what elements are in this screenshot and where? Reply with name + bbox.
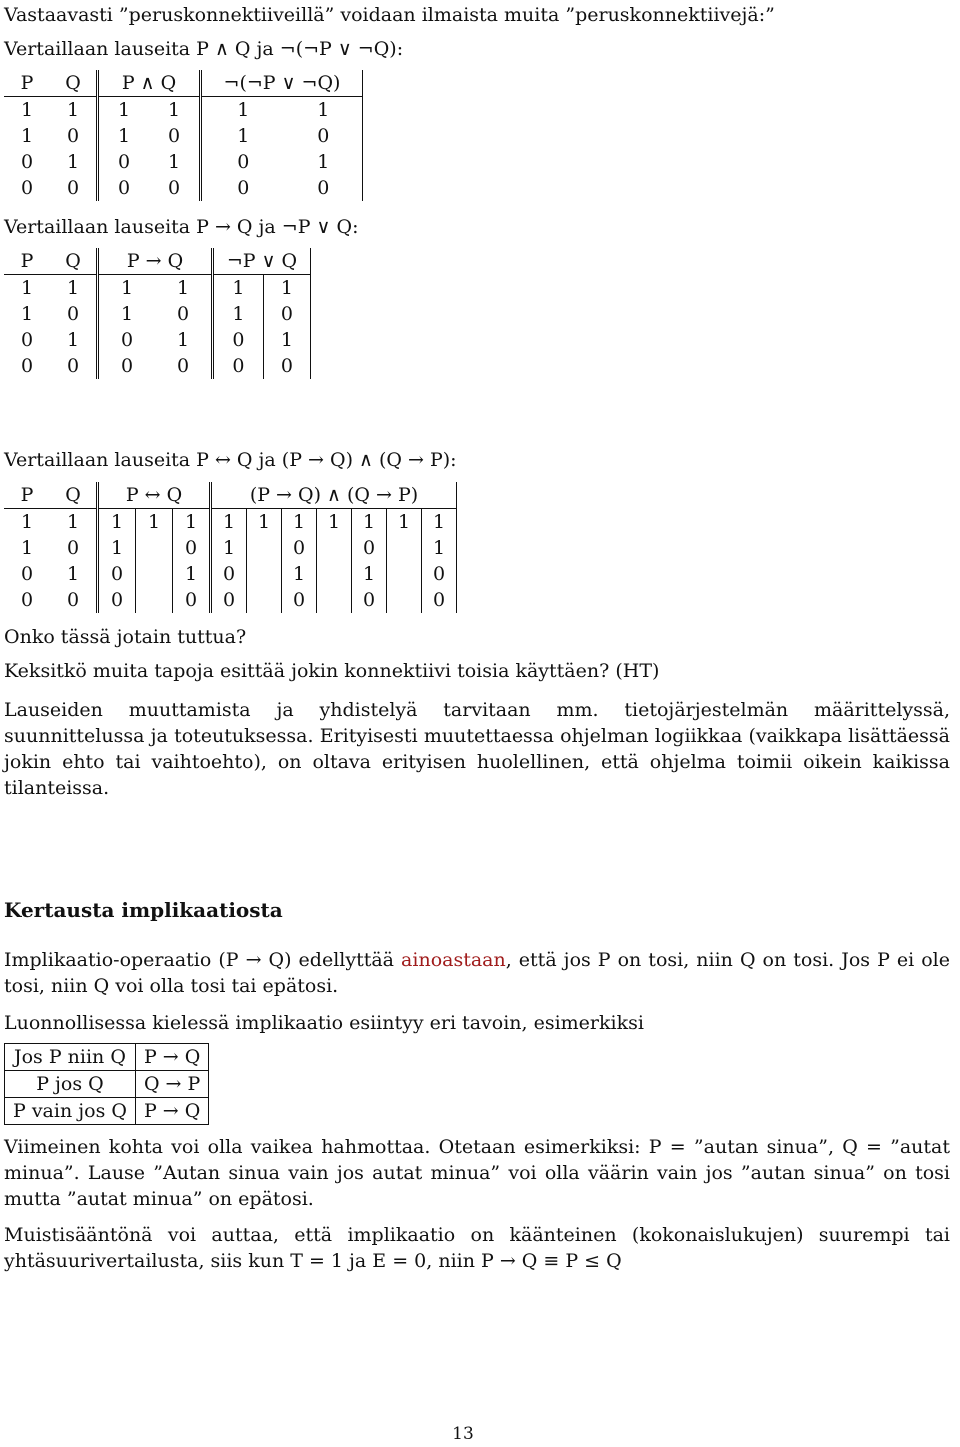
mnemonic-paragraph: Muistisääntönä voi auttaa, että implikaatio on käänteinen (kokonaislukujen) suurempi tai yhtäsuurivertailusta, siis kun T = 1 ja E = 0, niin P → Q ≡ P ≤ Q bbox=[4, 1224, 950, 1272]
implication-paragraph: Implikaatio-operaatio (P → Q) edellyttää ainoastaan, että jos P on tosi, niin Q on tosi. Jos P ei ole tosi, niin Q voi olla tosi tai epätosi. bbox=[4, 949, 950, 997]
header-q: Q bbox=[50, 248, 98, 275]
natural-language-text: Luonnollisessa kielessä implikaatio esiintyy eri tavoin, esimerkiksi bbox=[4, 1012, 644, 1034]
table-row: 1 0 1 0 1 0 0 1 bbox=[4, 535, 457, 561]
header-p: P bbox=[4, 482, 50, 509]
header-neg: ¬(¬P ∨ ¬Q) bbox=[201, 70, 363, 97]
header-and: P ∧ Q bbox=[98, 70, 201, 97]
table-row: 1 1 1 1 1 1 bbox=[4, 97, 363, 124]
paragraph-usage: Lauseiden muuttamista ja yhdistelyä tarvitaan mm. tietojärjestelmän määrittelyssä, suunnittelussa ja toteutuksessa. Erityisesti muutettaessa ohjelman logiikkaa (vaikkapa lisättäessä jokin ehto tai vaihtoehto), on oltava erityisen huolellinen, että ohjelma toimii oikein kaikissa tilanteissa. bbox=[4, 699, 950, 799]
header-p: P bbox=[4, 248, 50, 275]
page-number: 13 bbox=[452, 1424, 474, 1444]
section-title: Kertausta implikaatiosta bbox=[4, 898, 283, 922]
intro-text: Vastaavasti ”peruskonnektiiveillä” voidaan ilmaista muita ”peruskonnektiivejä:” bbox=[4, 4, 775, 26]
header-q: Q bbox=[50, 70, 98, 97]
table-row: 0 1 0 1 0 1 bbox=[4, 149, 363, 175]
truth-table-implication bbox=[4, 248, 311, 379]
table-row: 0 1 0 1 0 1 bbox=[4, 327, 311, 353]
header-p: P bbox=[4, 70, 50, 97]
implication-examples-table bbox=[4, 1043, 209, 1125]
last-paragraph: Viimeinen kohta voi olla vaikea hahmottaa. Otetaan esimerkiksi: P = ”autan sinua”, Q = ”autat minua”. Lause ”Autan sinua vain jos autat minua” voi olla väärin vain jos ”autan sinua” on tosi mutta ”autat minua” on epätosi. bbox=[4, 1136, 950, 1210]
header-conj: (P → Q) ∧ (Q → P) bbox=[211, 482, 457, 509]
table-row: 0 0 0 0 0 0 0 0 bbox=[4, 587, 457, 613]
table-row: 0 1 0 1 0 1 1 0 bbox=[4, 561, 457, 587]
question-other-ways: Keksitkö muita tapoja esittää jokin konnektiivi toisia käyttäen? (HT) bbox=[4, 660, 660, 682]
header-equiv: P ↔ Q bbox=[98, 482, 211, 509]
table3-caption: Vertaillaan lauseita P ↔ Q ja (P → Q) ∧ (Q → P): bbox=[4, 449, 457, 471]
question-familiar: Onko tässä jotain tuttua? bbox=[4, 626, 247, 648]
table-row: 0 0 0 0 0 0 bbox=[4, 353, 311, 379]
table-row: 0 0 0 0 0 0 bbox=[4, 175, 363, 201]
header-impl: P → Q bbox=[98, 248, 213, 275]
table1-caption: Vertaillaan lauseita P ∧ Q ja ¬(¬P ∨ ¬Q): bbox=[4, 38, 404, 60]
table2-caption: Vertaillaan lauseita P → Q ja ¬P ∨ Q: bbox=[4, 216, 359, 238]
highlight-word: ainoastaan bbox=[401, 949, 506, 971]
truth-table-equivalence bbox=[4, 482, 457, 613]
truth-table-and bbox=[4, 70, 363, 201]
table-row: 1 1 1 1 1 1 1 1 1 1 1 1 bbox=[4, 509, 457, 536]
table-row: 1 0 1 0 1 0 bbox=[4, 301, 311, 327]
table-row: P vain jos Q P → Q bbox=[5, 1098, 209, 1125]
header-q: Q bbox=[50, 482, 98, 509]
table-row: P jos Q Q → P bbox=[5, 1071, 209, 1098]
table-row: Jos P niin Q P → Q bbox=[5, 1044, 209, 1071]
table-row: 1 0 1 0 1 0 bbox=[4, 123, 363, 149]
header-or: ¬P ∨ Q bbox=[213, 248, 311, 275]
table-row: 1 1 1 1 1 1 bbox=[4, 275, 311, 302]
